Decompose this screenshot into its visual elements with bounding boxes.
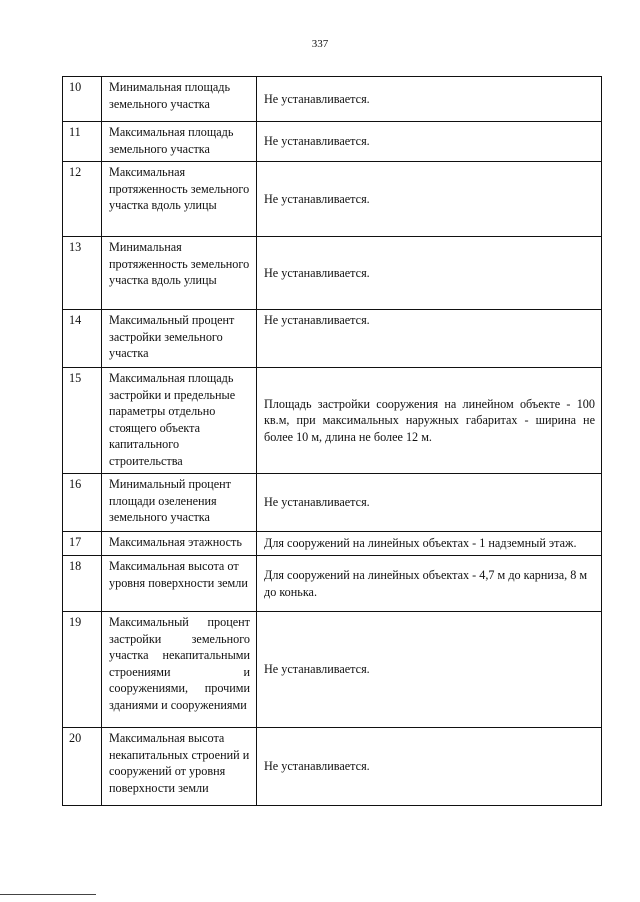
- table-row: [63, 532, 602, 556]
- table-row: [63, 77, 602, 122]
- parameter-value: [257, 368, 602, 474]
- table-row: [63, 310, 602, 368]
- row-number: 18: [63, 556, 102, 612]
- table-row: [63, 728, 602, 806]
- page-edge-line: [0, 894, 96, 895]
- row-number: 12: [63, 162, 102, 237]
- table-row: [63, 122, 602, 162]
- table-row: [63, 474, 602, 532]
- parameter-name: Максимальная этажность: [102, 532, 257, 556]
- parameter-value: Не устанавливается.: [257, 77, 602, 122]
- table-row: [63, 162, 602, 237]
- row-number: 16: [63, 474, 102, 532]
- row-number: 15: [63, 368, 102, 474]
- parameter-name: Минимальная протяженность земельного участка вдоль улицы: [102, 237, 257, 310]
- parameter-value-text: Площадь застройки сооружения на линейном объекте - 100 кв.м, при максимальных наружных габаритах - ширина не более 10 м, длина не более 12 м.: [264, 396, 595, 444]
- row-number: 10: [63, 77, 102, 122]
- row-number: 19: [63, 612, 102, 728]
- page-number: 337: [311, 38, 329, 50]
- parameter-value: Для сооружений на линейных объектах - 4,7 м до карниза, 8 м до конька.: [257, 556, 602, 612]
- parameters-table: [62, 76, 602, 806]
- table-row: [63, 368, 602, 474]
- parameter-value: Не устанавливается.: [257, 474, 602, 532]
- table-row: [63, 612, 602, 728]
- row-number: 20: [63, 728, 102, 806]
- row-number: 13: [63, 237, 102, 310]
- table-row: [63, 556, 602, 612]
- parameter-value: Не устанавливается.: [257, 310, 602, 368]
- parameter-name: Максимальная высота от уровня поверхности земли: [102, 556, 257, 612]
- parameter-name: Максимальная высота некапитальных строений и сооружений от уровня поверхности земли: [102, 728, 257, 806]
- parameter-value: Не устанавливается.: [257, 612, 602, 728]
- parameter-value: Не устанавливается.: [257, 122, 602, 162]
- row-number: 17: [63, 532, 102, 556]
- parameter-value: Не устанавливается.: [257, 728, 602, 806]
- parameter-name: Максимальная протяженность земельного участка вдоль улицы: [102, 162, 257, 237]
- table-row: [63, 237, 602, 310]
- parameter-name: Максимальный процент застройки земельного участка: [102, 310, 257, 368]
- parameter-name-text: Максимальный процент застройки земельного участка некапитальными строениями и сооружениями, прочими зданиями и сооружениями: [109, 615, 250, 712]
- parameter-value: Не устанавливается.: [257, 162, 602, 237]
- parameter-name: Минимальная площадь земельного участка: [102, 77, 257, 122]
- row-number: 14: [63, 310, 102, 368]
- parameter-name: Максимальная площадь застройки и предельные параметры отдельно стоящего объекта капитального строительства: [102, 368, 257, 474]
- parameter-name: [102, 612, 257, 728]
- row-number: 11: [63, 122, 102, 162]
- parameter-name: Минимальный процент площади озеленения земельного участка: [102, 474, 257, 532]
- parameter-name: Максимальная площадь земельного участка: [102, 122, 257, 162]
- parameter-value: Не устанавливается.: [257, 237, 602, 310]
- parameter-value: Для сооружений на линейных объектах - 1 надземный этаж.: [257, 532, 602, 556]
